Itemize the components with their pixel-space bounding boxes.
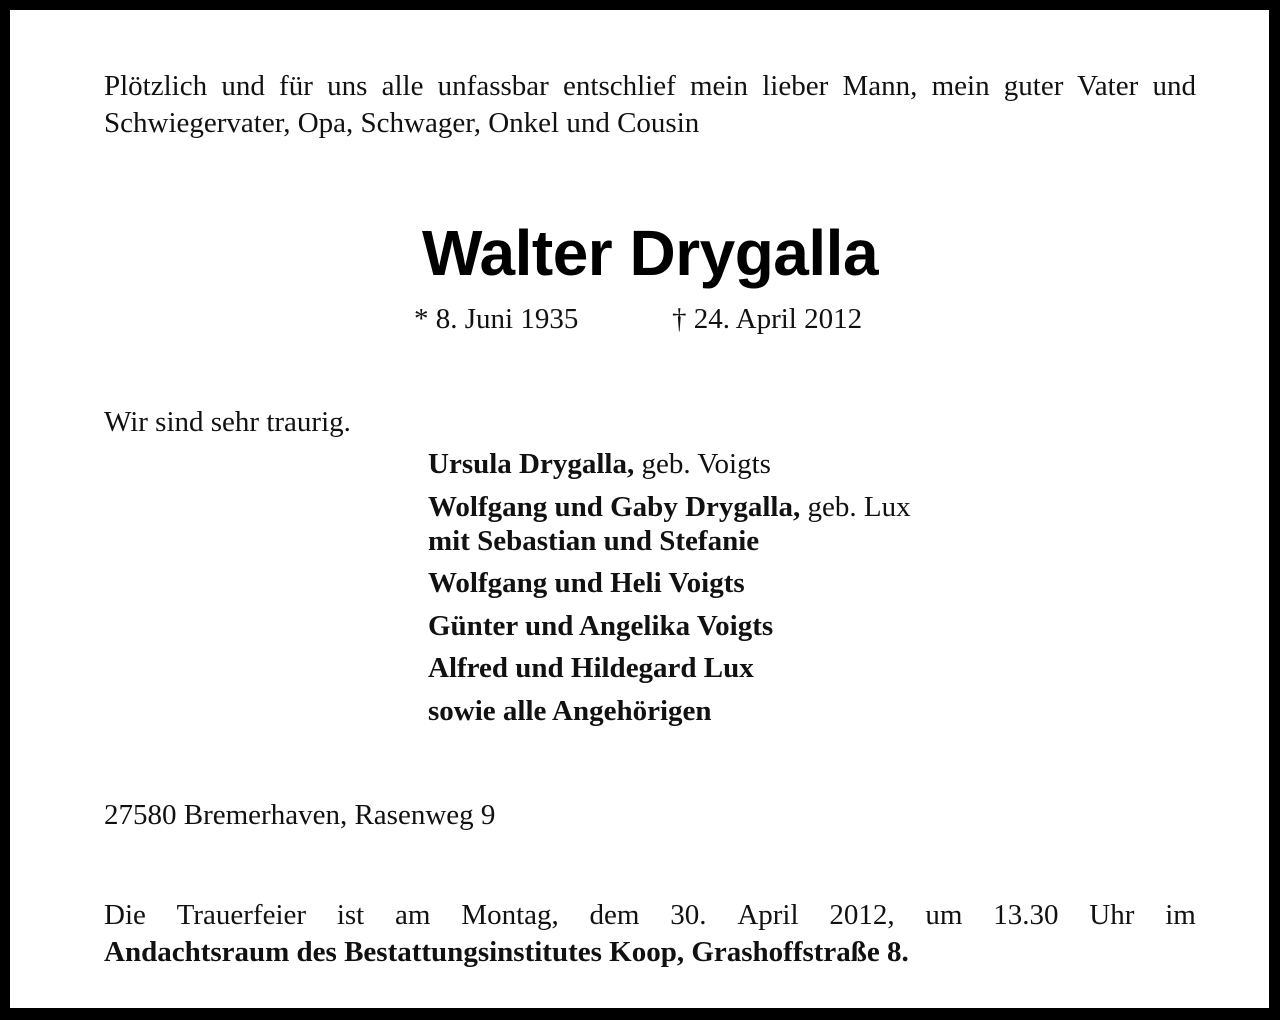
family-member-name: Wolfgang und Gaby Drygalla, [428,490,801,523]
death-date: † 24. April 2012 [672,303,863,335]
mourning-statement: Wir sind sehr traurig. [104,406,351,438]
family-member [428,447,911,481]
family-member-name: Alfred und Hildegard Lux [428,652,754,684]
family-member-name: Günter und Angelika Voigts [428,609,774,642]
family-member-name: Wolfgang und Heli Voigts [428,567,745,599]
service-word: Trauerfeier [176,899,307,931]
service-word: April [737,899,799,931]
service-word: Uhr [1089,899,1135,931]
intro-text: Plötzlich und für uns alle unfassbar entschlief mein lieber Mann, mein guter Vater und Schwiegervater, Opa, Schwager, Onkel und Cousin [104,70,1196,139]
funeral-service-info [104,897,1196,971]
service-word: im [1165,899,1196,931]
service-word: am [395,899,431,931]
family-member-name: sowie alle Angehörigen [428,694,712,727]
family-member [428,609,911,643]
service-word: um [925,899,963,931]
family-member [428,566,911,600]
family-member [428,524,911,558]
deceased-name: Walter Drygalla [421,217,879,289]
family-member [428,651,911,685]
family-member-name: mit Sebastian und Stefanie [428,524,760,557]
family-member [428,694,911,728]
service-word: Montag, [461,899,559,931]
family-member [428,490,911,524]
family-address: 27580 Bremerhaven, Rasenweg 9 [104,799,496,831]
service-date-line [104,897,1196,934]
service-word: 13.30 [993,899,1059,931]
service-word: Die [104,899,146,931]
service-location: Andachtsraum des Bestattungsinstitutes Koop, Grashoffstraße 8. [104,936,909,968]
service-word: ist [336,899,365,931]
family-member-note: geb. Voigts [634,448,771,480]
family-list [428,447,911,736]
service-word: 30. [670,899,707,931]
service-word: dem [589,899,640,931]
birth-date: * 8. Juni 1935 [414,303,579,335]
family-member-note: geb. Lux [800,490,911,523]
family-member-name: Ursula Drygalla, [428,448,635,480]
service-word: 2012, [829,899,895,931]
